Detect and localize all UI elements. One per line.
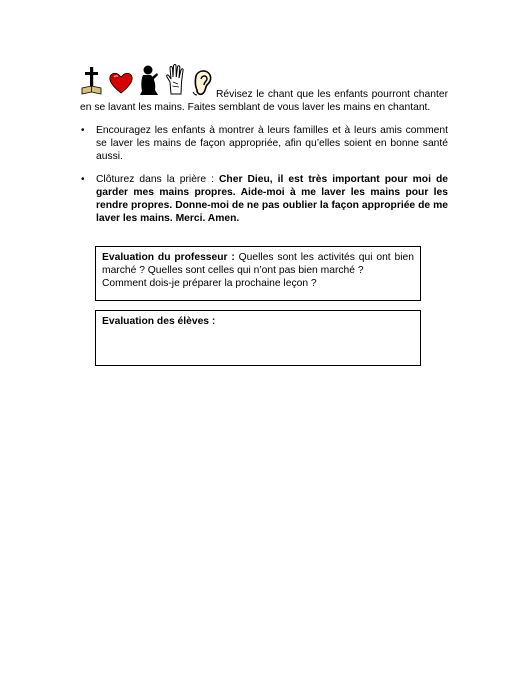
student-evaluation-box [95, 310, 421, 366]
intro-paragraph: Révisez le chant que les enfants pourront chanter en se lavant les mains. Faites semblant de vous laver les mains en chantant. [80, 89, 448, 113]
prayer-prefix: Clôturez dans la prière : [96, 174, 219, 185]
list-item [80, 173, 448, 225]
bullet-text: Encouragez les enfants à montrer à leurs familles et à leurs amis comment se laver les mains de façon appropriée, afin qu’elles soient en bonne santé aussi. [96, 125, 448, 162]
student-evaluation-label: Evaluation des élèves : [102, 316, 216, 327]
list-item [80, 124, 448, 163]
teacher-evaluation-question: Comment dois-je préparer la prochaine leçon ? [102, 278, 317, 289]
teacher-evaluation-box [95, 246, 421, 301]
teacher-evaluation-label: Evaluation du professeur : [102, 252, 235, 263]
teacher-evaluation-text: Quelles sont les activités qui ont bien marché ? Quelles sont celles qui n’ont pas bien marché ? [102, 252, 414, 276]
prayer-text: Cher Dieu, il est très important pour moi de garder mes mains propres. Aide-moi à me laver les mains pour les rendre propres. Donne-moi de ne pas oublier la façon appropriée de me laver les mains. Merci. Amen. [96, 174, 448, 224]
bullet-list [80, 124, 448, 235]
